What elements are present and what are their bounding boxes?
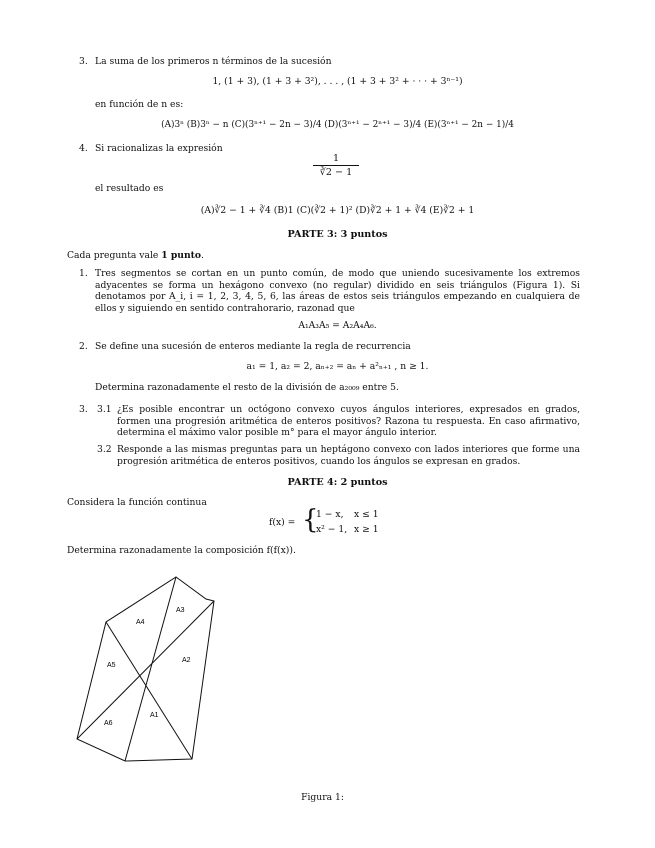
question-lead: el resultado es — [95, 183, 164, 194]
question-number: 3. — [79, 404, 88, 415]
subquestion-text: Responde a las mismas preguntas para un heptágono convexo con lados interiores que forme una progresión aritmética de enteros positivos, cuando los ángulos se expresan en grados. — [117, 444, 580, 467]
question-number: 1. — [79, 268, 88, 279]
figure-caption: Figura 1: — [301, 792, 344, 803]
recurrence-formula: a₁ = 1, a₂ = 2, aₙ₊₂ = aₙ + a²ₙ₊₁ , n ≥ 1. — [246, 361, 429, 372]
segment-3 — [106, 622, 192, 759]
section-intro: Cada pregunta vale 1 punto. — [67, 250, 204, 261]
segment-2 — [77, 601, 214, 739]
fraction-denominator: ∛2 − 1 — [319, 167, 353, 178]
label-a1: A1 — [150, 712, 159, 719]
label-a2: A2 — [182, 657, 191, 664]
label-a3: A3 — [176, 607, 185, 614]
case-expression: x² − 1, — [316, 524, 348, 535]
question-number: 2. — [79, 341, 88, 352]
question-text: Determina razonadamente la composición f(f(x)). — [67, 545, 296, 556]
points-value: 1 punto — [161, 250, 202, 261]
question-number: 4. — [79, 143, 88, 154]
subquestion-number: 3.2 — [97, 444, 112, 455]
sequence-formula: 1, (1 + 3), (1 + 3 + 3²), . . . , (1 + 3 + 3² + · · · + 3ⁿ⁻¹) — [212, 76, 463, 87]
question-lead: en función de n es: — [95, 99, 184, 110]
question-text: Tres segmentos se cortan en un punto común, de modo que uniendo sucesivamente los extremos adyacentes se forma un hexágono convexo (no regular) dividido en seis triángulos (Figura 1). Si denotamos por A_i, i = 1, 2, 3, 4, 5, 6, las áreas de estos seis triángulos empezando en cualquiera de ellos y siguiendo en sentido contrahorario, razonad que — [95, 268, 580, 314]
function-lhs: f(x) = — [269, 517, 296, 528]
hexagon-outline — [77, 577, 214, 761]
section-title: PARTE 3: 3 puntos — [287, 229, 388, 240]
case-condition: x ≤ 1 — [354, 509, 379, 520]
subquestion-text: ¿Es posible encontrar un octógono convexo cuyos ángulos interiores, expresados en grados, formen una progresión aritmética de enteros positivos? Razona tu respuesta. En caso afirmativo, determina el máximo valor posible m° para el mayor ángulo interior. — [117, 404, 580, 438]
subquestion-number: 3.1 — [97, 404, 112, 415]
fraction-numerator: 1 — [332, 153, 340, 164]
question-followup: Determina razonadamente el resto de la división de a₂₀₀₉ entre 5. — [95, 382, 399, 393]
question-text: Se define una sucesión de enteros mediante la regla de recurrencia — [95, 341, 411, 352]
label-a5: A5 — [107, 662, 116, 669]
case-expression: 1 − x, — [316, 509, 344, 520]
case-condition: x ≥ 1 — [354, 524, 379, 535]
area-identity-formula: A₁A₃A₅ = A₂A₄A₆. — [298, 320, 377, 331]
question-statement: La suma de los primeros n términos de la sucesión — [95, 56, 332, 67]
answer-options: (A)3ⁿ (B)3ⁿ − n (C)(3ⁿ⁺¹ − 2n − 3)/4 (D)(3ⁿ⁺¹ − 2ⁿ⁺¹ − 3)/4 (E)(3ⁿ⁺¹ − 2n − 1)/4 — [161, 120, 514, 130]
answer-options: (A)∛2 − 1 + ∛4 (B)1 (C)(∛2 + 1)² (D)∛2 + 1 + ∛4 (E)∛2 + 1 — [200, 205, 475, 216]
section-title: PARTE 4: 2 puntos — [287, 477, 388, 488]
question-number: 3. — [79, 56, 88, 67]
section-intro: Considera la función continua — [67, 497, 207, 508]
piecewise-brace: { — [302, 505, 319, 535]
label-a6: A6 — [104, 720, 113, 727]
label-a4: A4 — [136, 619, 145, 626]
question-statement: Si racionalizas la expresión — [95, 143, 223, 154]
